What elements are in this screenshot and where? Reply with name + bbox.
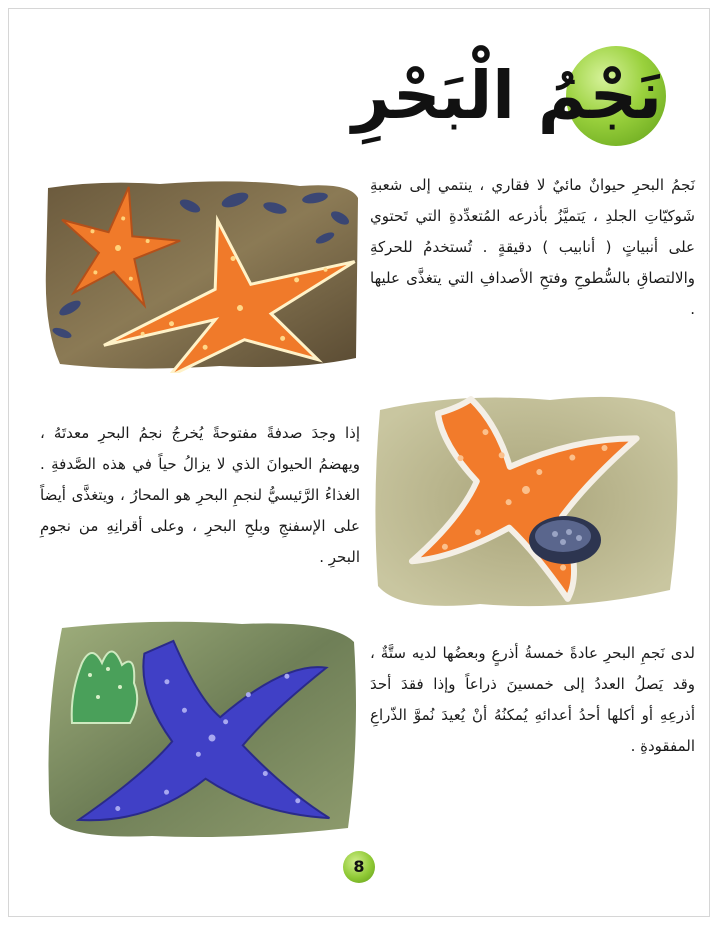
title-block: [320, 38, 680, 158]
orange-starfish-illustration: [40, 178, 362, 373]
page-title: نَجْمُ الْبَحْرِ: [351, 57, 662, 134]
paragraph-intro: نَجمُ البحرِ حيوانٌ مائيٌ لا فقاري ، ينتمي إلى شعبةِ شَوكيّاتِ الجلدِ ، يَتميَّزُ بأذرعه المُتعدِّدةِ التي تَحتوي على أنبياتٍ ( أنابيب ) دقيقةٍ . تُستخدمُ للحركةِ والالتصاقِ بالسُّطوحِ وفتحِ الأصدافِ التي يتغذَّى عليها .: [370, 176, 695, 318]
paragraph-arms: لدى نَجمِ البحرِ عادةً خمسةُ أذرعٍ وبعضُها لديه ستَّةٌ ، وقد يَصلُ العددُ إلى خمسينَ ذراعاً وإذا فقدَ أحدَ أذرعِهِ أو أكلها أحدُ أعدائهِ يُمكنُهُ أنْ يُعيدَ نُموَّ الذّراعِ المفقودةِ .: [370, 644, 695, 755]
blue-starfish-illustration: [42, 618, 362, 843]
page-number: 8: [343, 851, 375, 883]
paragraph-feeding: إذا وجدَ صدفةً مفتوحةً يُخرجُ نجمُ البحرِ معدتَهُ ، ويهضمُ الحيوانَ الذي لا يزالُ حياً في هذه الصَّدفةِ . الغذاءُ الرَّئيسيُّ لنجمِ البحرِ هو المحارُ ، ويتغذَّى أيضاً على الإسفنجِ وبلحِ البحرِ ، وعلى أقرانِهِ من نجومِ البحرِ .: [40, 424, 360, 566]
starfish-eating-mussel-illustration: [370, 390, 682, 615]
